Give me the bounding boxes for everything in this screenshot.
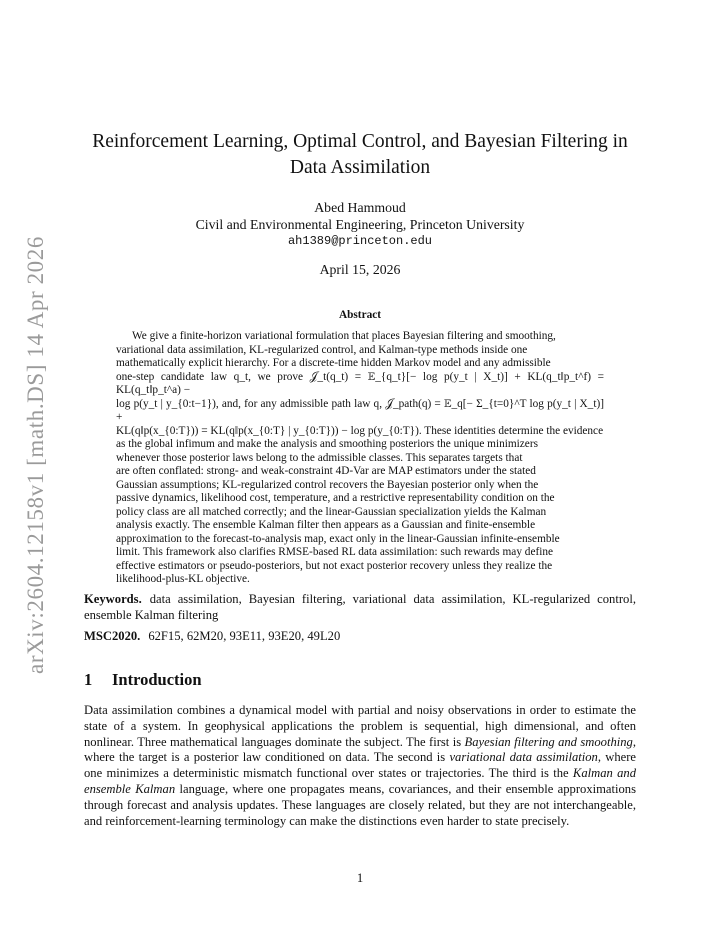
abstract-heading: Abstract [338, 309, 382, 321]
title-line-1: Reinforcement Learning, Optimal Control, and Bayesian Filtering in [92, 131, 628, 152]
abstract-line: variational data assimilation, KL-regularized control, and Kalman-type methods inside one [116, 343, 528, 356]
arxiv-identifier [18, 236, 54, 674]
abstract-line: whenever those posterior laws belong to the admissible classes. This separates targets that [116, 451, 523, 464]
intro-emphasis-3: Kalman and ensemble Kalman [84, 766, 636, 796]
msc-label: MSC2020. [84, 629, 141, 643]
abstract-line: policy class are all matched correctly; and the linear-Gaussian specialization yields the Kalman [116, 505, 547, 518]
section-heading [84, 670, 636, 690]
intro-emphasis-2: variational data assimilation [449, 750, 598, 765]
abstract-line: KL(q‖p(x_{0:T})) = KL(q‖p(x_{0:T} | y_{0:T})) − log p(y_{0:T}). These identities determine the evidence [116, 424, 604, 437]
abstract-line: log p(y_t | y_{0:t−1}), and, for any admissible path law q, 𝒥_path(q) = 𝔼_q[− Σ_{t=0}^T log p(y_t | X_t)] + [116, 397, 604, 423]
intro-text-2: , where the target is a posterior law conditioned on data. The second is [84, 734, 636, 765]
abstract-line: are often conflated: strong- and weak-constraint 4D-Var are MAP estimators under the stated [116, 465, 536, 477]
page-number: 1 [356, 871, 364, 885]
section-number: 1 [84, 670, 93, 689]
abstract-line: We give a finite-horizon variational formulation that places Bayesian filtering and smoothing, [132, 330, 556, 342]
paper-title [84, 129, 636, 181]
abstract-line: passive dynamics, likelihood cost, temperature, and a restrictive representability condition on the [116, 492, 555, 504]
arxiv-identifier-text: arXiv:2604.12158v1 [math.DS] 14 Apr 2026 [23, 236, 48, 674]
abstract-line: likelihood-plus-KL objective. [116, 573, 250, 585]
abstract-line: effective estimators or pseudo-posteriors, but not exact posterior recovery unless they realize the [116, 559, 553, 572]
abstract-line: Gaussian assumptions; KL-regularized control recovers the Bayesian posterior only when the [116, 478, 539, 491]
msc-text: 62F15, 62M20, 93E11, 93E20, 49L20 [148, 629, 341, 643]
intro-text-3: , where one minimizes a deterministic mismatch functional over states or trajectories. The third is the [84, 750, 636, 781]
author-email: ah1389@princeton.edu [287, 234, 433, 248]
title-line-2: Data Assimilation [289, 157, 431, 178]
intro-emphasis-1: Bayesian filtering and smoothing [464, 734, 633, 749]
abstract-line: approximation to the forecast-to-analysis map, exact only in the linear-Gaussian infinite-ensemble [116, 532, 560, 545]
abstract-line: analysis exactly. The ensemble Kalman filter then appears as a Gaussian and finite-ensemble [116, 519, 536, 531]
abstract-line: as the global infimum and make the analysis and smoothing posteriors the unique minimizers [116, 438, 538, 450]
author-affiliation: Civil and Environmental Engineering, Princeton University [195, 216, 525, 232]
section-title: Introduction [112, 670, 202, 689]
keywords-label: Keywords. [84, 592, 142, 606]
abstract-body [116, 330, 604, 587]
intro-text-1: Data assimilation combines a dynamical model with partial and noisy observations in order to estimate the state of a system. In geophysical applications the problem is sequential, high dimensional, and often nonlinear. Three mathematical languages dominate the subject. The first is [84, 703, 636, 749]
abstract-line: mathematically explicit hierarchy. For a discrete-time hidden Markov model and any admissible [116, 357, 551, 369]
author-block [84, 200, 636, 250]
keywords-text: data assimilation, Bayesian filtering, variational data assimilation, KL-regularized control, ensemble Kalman filtering [84, 592, 636, 622]
intro-text-4: language, where one propagates means, covariances, and their ensemble approximations through forecast and analysis updates. These languages are closely related, but they are not interchangeable, and reinforcement-learning terminology can make the distinctions even harder to state precisely. [84, 781, 636, 828]
abstract-line: limit. This framework also clarifies RMSE-based RL data assimilation: such rewards may define [116, 546, 554, 558]
paper-date: April 15, 2026 [319, 262, 401, 277]
keywords [84, 591, 636, 623]
author-name: Abed Hammoud [314, 200, 406, 215]
intro-paragraph [84, 703, 636, 829]
abstract-line: one-step candidate law q_t, we prove 𝒥_t(q_t) = 𝔼_{q_t}[− log p(y_t | X_t)] + KL(q_t‖p_t^f) = KL(q_t‖p_t^a) − [116, 370, 604, 396]
msc-codes [84, 628, 636, 644]
